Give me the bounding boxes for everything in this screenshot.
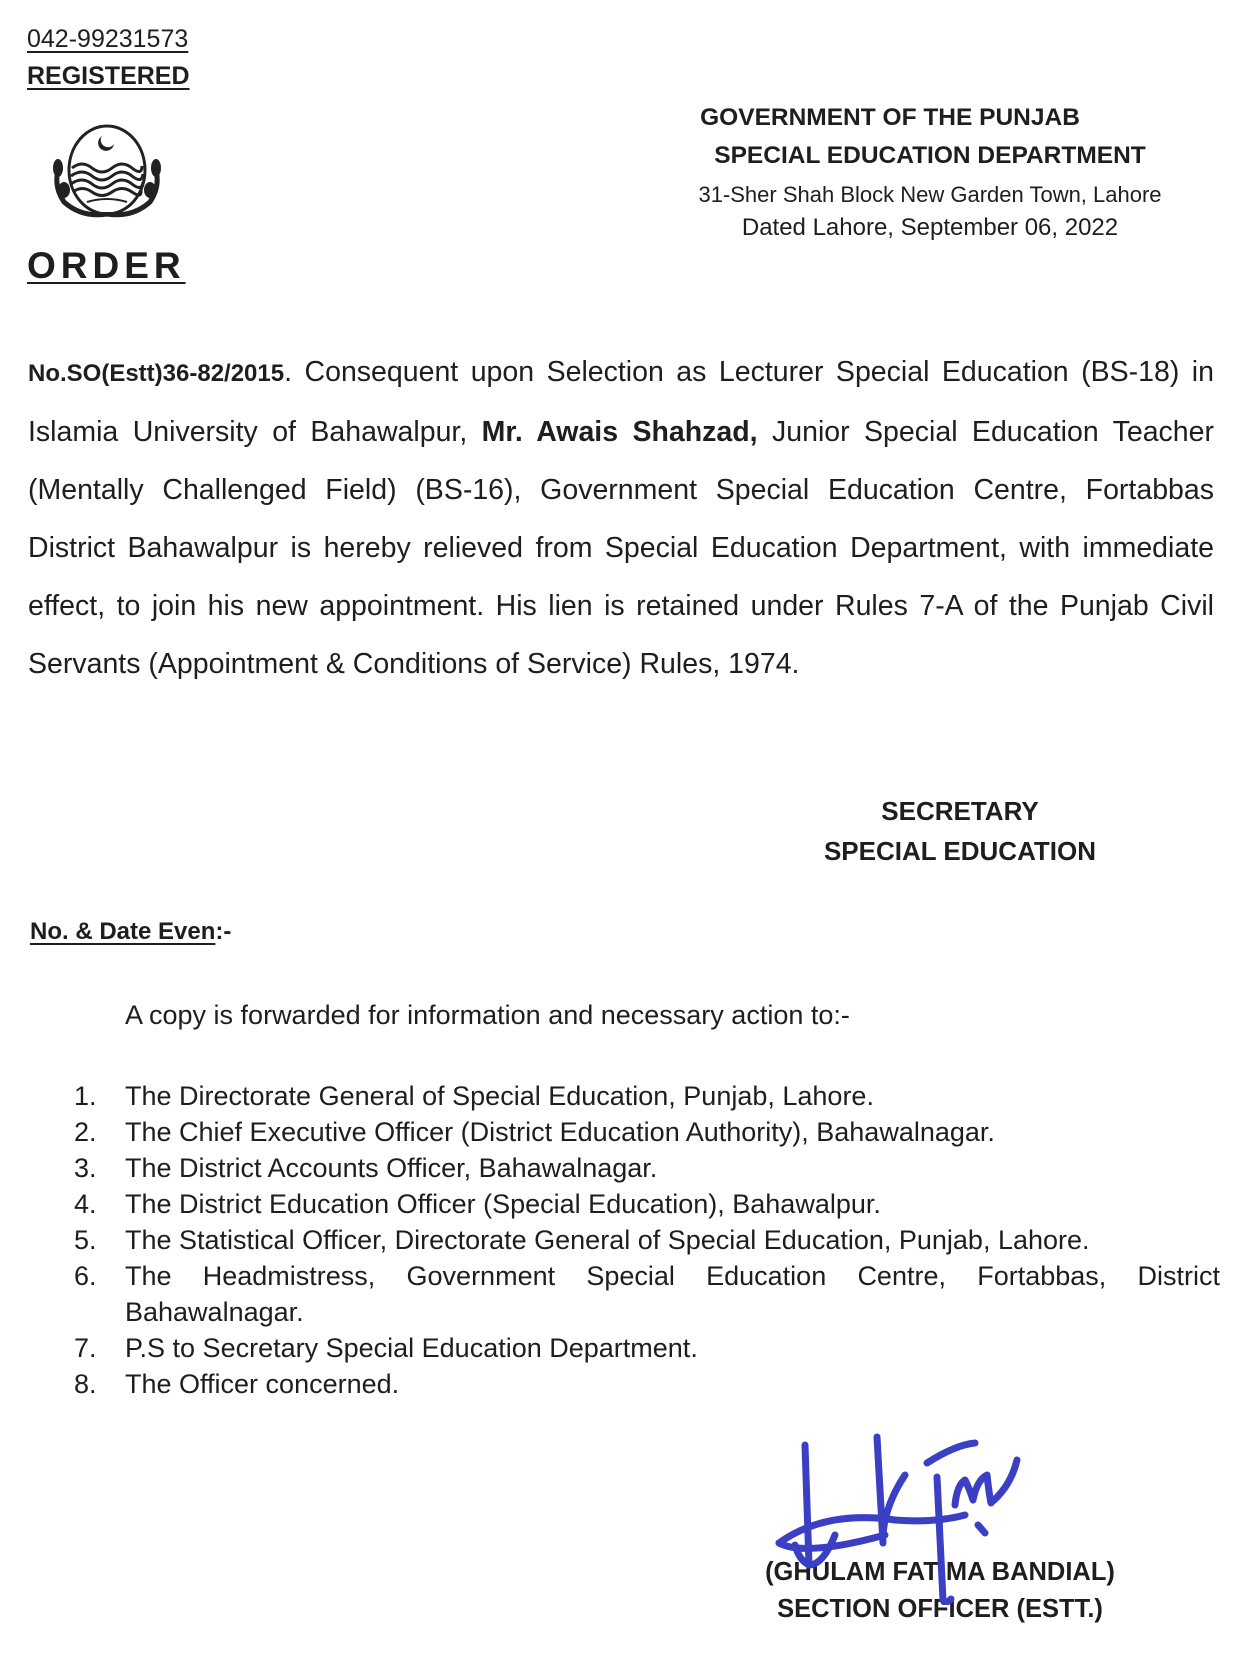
punjab-emblem-icon bbox=[42, 122, 172, 222]
list-item: 4. The District Education Officer (Special Education), Bahawalpur. bbox=[74, 1189, 881, 1219]
signatory-name: (GHULAM FATIMA BANDIAL) bbox=[765, 1558, 1115, 1586]
authority-department: SPECIAL EDUCATION bbox=[823, 836, 1097, 866]
copy-forwarded-intro: A copy is forwarded for information and necessary action to:- bbox=[125, 1000, 850, 1030]
recipient-list bbox=[74, 1078, 1220, 1402]
list-item: 1. The Directorate General of Special Education, Punjab, Lahore. bbox=[74, 1081, 874, 1111]
list-item: 2. The Chief Executive Officer (District Education Authority), Bahawalnagar. bbox=[74, 1117, 995, 1147]
endorsement-heading: No. & Date Even:- bbox=[30, 918, 232, 945]
signatory-designation: SECTION OFFICER (ESTT.) bbox=[777, 1595, 1103, 1623]
list-item: 7. P.S to Secretary Special Education Department. bbox=[74, 1333, 698, 1363]
phone-number: 042-99231573 bbox=[27, 25, 189, 53]
date-line: Dated Lahore, September 06, 2022 bbox=[741, 214, 1119, 241]
employee-name: Mr. Awais Shahzad, bbox=[481, 416, 758, 448]
order-text-2: Junior Special Education Teacher (Mentally Challenged Field) (BS-16), Government Special Education Centre, Fortabbas District Bahawalpur is hereby relieved from Special Education Department, with immediate effect, to join his new appointment. His lien is retained under Rules 7-A of the Punjab Civil Servants (Appointment & Conditions of Service) Rules, 1974. bbox=[28, 416, 1214, 680]
signature-icon bbox=[765, 1415, 1025, 1605]
reference-number: No.SO(Estt)36-82/2015 bbox=[28, 360, 285, 387]
order-title: ORDER bbox=[27, 245, 186, 286]
authority-title: SECRETARY bbox=[881, 796, 1039, 826]
order-text-1: . Consequent upon Selection as Lecturer Special Education (BS-18) in Islamia University of Bahawalpur, bbox=[28, 356, 1214, 448]
list-item: 6. The Headmistress, Government Special Education Centre, Fortabbas, District Bahawalnagar. bbox=[74, 1261, 1220, 1327]
address: 31-Sher Shah Block New Garden Town, Lahore bbox=[698, 182, 1162, 207]
list-item: 5. The Statistical Officer, Directorate General of Special Education, Punjab, Lahore. bbox=[74, 1225, 1090, 1255]
department-name: SPECIAL EDUCATION DEPARTMENT bbox=[714, 142, 1146, 169]
list-item: 8. The Officer concerned. bbox=[74, 1369, 400, 1399]
registered-label: REGISTERED bbox=[27, 62, 190, 90]
order-body bbox=[28, 343, 1214, 693]
list-item: 3. The District Accounts Officer, Bahawalnagar. bbox=[74, 1153, 658, 1183]
org-name: GOVERNMENT OF THE PUNJAB bbox=[700, 104, 1080, 131]
